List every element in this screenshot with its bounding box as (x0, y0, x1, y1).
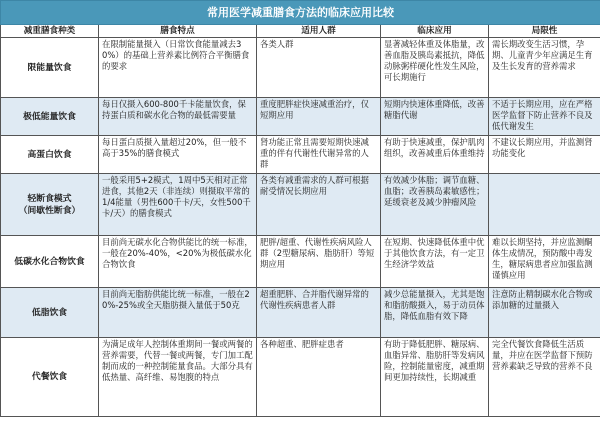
row-diet-name: 代餐饮食 (1, 338, 99, 417)
table-row (1, 136, 600, 174)
row-features: 目前尚无碳水化合物供能比的统一标准，一般在20%-40%，<20%为极低碳水化合物饮食 (99, 236, 257, 288)
row-population: 肾功能正常且需要短期快速减重的伴有代谢性代谢异常的人群 (257, 136, 381, 174)
row-clinical: 有助于快速减重，保护肌肉组织，改善减重后体重维持 (381, 136, 489, 174)
row-limitations: 难以长期坚持，并应监测酮体生成情况，预防酸中毒发生，糖尿病患者应加强监测谨慎应用 (489, 236, 600, 288)
row-clinical: 在短期、快速降低体重中优于其他饮食方法，有一定卫生经济学效益 (381, 236, 489, 288)
row-features: 为满足成年人控制体重期间一餐或两餐的营养需要，代替一餐或两餐，专门加工配制而成的一种控制能量食品。大部分具有低热量、高纤维、易饱腹的特点 (99, 338, 257, 417)
row-diet-name: 低碳水化合物饮食 (1, 236, 99, 288)
row-clinical: 有效减少体脂；调节血糖、血脂；改善胰岛素敏感性；延缓衰老及减少肿瘤风险 (381, 174, 489, 236)
row-features: 在限制能量摄入（日常饮食能量减去30%）的基础上营养素比例符合平衡膳食的要求 (99, 38, 257, 98)
table-row (1, 174, 600, 236)
row-limitations: 不建议长期应用，并监测肾功能变化 (489, 136, 600, 174)
row-features: 每日仅摄入600-800千卡能量饮食，保持蛋白质和碳水化合物的最低需要量 (99, 98, 257, 136)
header-population: 适用人群 (257, 25, 381, 38)
table-title: 常用医学减重膳食方法的临床应用比较 (1, 1, 600, 25)
row-population: 重度肥胖症快速减重治疗，仅短期应用 (257, 98, 381, 136)
row-diet-name: 低脂饮食 (1, 288, 99, 338)
row-clinical: 短期内快速体重降低，改善糖脂代谢 (381, 98, 489, 136)
row-diet-name: 极低能量饮食 (1, 98, 99, 136)
table-row (1, 338, 600, 417)
row-clinical: 显著减轻体重及体脂量，改善血脂及胰岛素抵抗，降低动脉粥样硬化性发生风险，可长期施行 (381, 38, 489, 98)
row-clinical: 减少总能量摄入，尤其是饱和脂肪酸摄入，易于动员体脂，降低血脂有效下降 (381, 288, 489, 338)
row-limitations: 完全代餐饮食降低生活质量，并应在医学监督下预防营养素缺乏导致的营养不良 (489, 338, 600, 417)
row-limitations: 不适于长期应用，应在严格医学监督下防止营养不良及低代谢发生 (489, 98, 600, 136)
row-limitations: 注意防止精制碳水化合物或添加糖的过量摄入 (489, 288, 600, 338)
row-features: 每日蛋白质摄入量超过20%，但一般不高于35%的膳食模式 (99, 136, 257, 174)
row-population: 各类有减重需求的人群可根据耐受情况长期应用 (257, 174, 381, 236)
row-diet-name: 限能量饮食 (1, 38, 99, 98)
header-row (1, 25, 600, 38)
row-diet-name: 轻断食模式 （间歇性断食） (1, 174, 99, 236)
table-row (1, 38, 600, 98)
table-row (1, 98, 600, 136)
row-features: 目前尚无脂肪供能比统一标准，一般在20%-25%或全天脂肪摄入量低于50克 (99, 288, 257, 338)
header-features: 膳食特点 (99, 25, 257, 38)
row-diet-name: 高蛋白饮食 (1, 136, 99, 174)
header-diet-type: 减重膳食种类 (1, 25, 99, 38)
row-limitations: 需长期改变生活习惯，孕期、儿童青少年应满足生育及生长发育的营养需求 (489, 38, 600, 98)
header-clinical: 临床应用 (381, 25, 489, 38)
row-features: 一般采用5+2模式，1周中5天相对正常进食，其他2天（非连续）则摄取平常的1/4能量（男性600千卡/天，女性500千卡/天）的膳食模式 (99, 174, 257, 236)
row-limitations (489, 174, 600, 236)
title-row (1, 1, 600, 25)
table-row (1, 288, 600, 338)
table-row (1, 236, 600, 288)
row-population: 肥胖/超重、代谢性疾病风险人群（2型糖尿病、脂肪肝）等短期应用 (257, 236, 381, 288)
row-population: 各种超重、肥胖症患者 (257, 338, 381, 417)
row-population: 超重肥胖、合并脂代谢异常的代谢性疾病患者人群 (257, 288, 381, 338)
row-population: 各类人群 (257, 38, 381, 98)
header-limitations: 局限性 (489, 25, 600, 38)
row-clinical: 有助于降低肥胖、糖尿病、血脂异常、脂肪肝等发病风险，控制能量密度，减重期间更加持续性，长期减重 (381, 338, 489, 417)
